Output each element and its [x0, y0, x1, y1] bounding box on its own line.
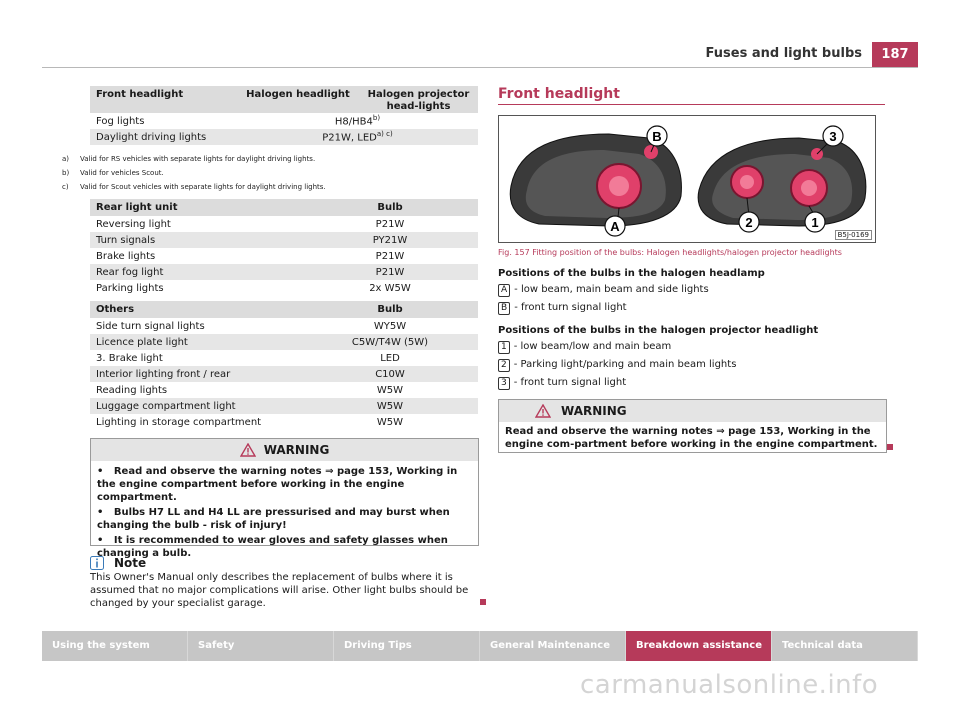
col-header: Rear light unit: [96, 202, 178, 213]
headlight-illustration: [499, 116, 875, 242]
table-row: [90, 129, 478, 145]
cell-label: Rear fog light: [96, 266, 164, 278]
section-end-marker: [887, 444, 893, 450]
cell-label: Daylight driving lights: [96, 131, 207, 143]
col-header: Halogen headlight: [246, 89, 350, 100]
col-header: Bulb: [377, 202, 403, 213]
list-item: 3 - front turn signal light: [498, 377, 626, 390]
svg-text:1: 1: [811, 215, 819, 230]
halogen-heading: Positions of the bulbs in the halogen headlamp: [498, 268, 765, 279]
fig-label-A: [605, 216, 625, 236]
cell-value: 2x W5W: [369, 282, 411, 294]
cell-label: Interior lighting front / rear: [96, 368, 231, 380]
cell-label: Parking lights: [96, 282, 164, 294]
table-row: [90, 334, 478, 350]
footnote: a) Valid for RS vehicles with separate lights for daylight driving lights.: [62, 155, 316, 163]
note-title: Note: [114, 556, 147, 570]
cell-value: W5W: [376, 416, 404, 428]
cell-value: W5W: [376, 400, 404, 412]
others-table: [90, 301, 478, 430]
item-marker: 1: [498, 341, 510, 354]
warning-triangle-icon: [240, 443, 256, 457]
projector-heading: Positions of the bulbs in the halogen projector headlight: [498, 325, 819, 336]
table-row: [90, 248, 478, 264]
warning-triangle-icon: [535, 404, 551, 418]
cell-value: W5W: [376, 384, 404, 396]
item-marker: B: [498, 302, 510, 315]
cell-label: Reading lights: [96, 384, 168, 396]
cell-value: C10W: [375, 368, 405, 380]
warning-header: [499, 400, 886, 422]
warning-item: • Read and observe the warning notes ⇒ page 153, Working in the engine compartment before working in the engine compartment.: [97, 466, 458, 503]
cell-label: Turn signals: [96, 234, 156, 246]
table-row: [90, 398, 478, 414]
footnote: b) Valid for vehicles Scout.: [62, 169, 164, 177]
cell-value: H8/HB4$^{b)}$: [334, 114, 381, 128]
list-item: 1 - low beam/low and main beam: [498, 341, 671, 354]
table-row: [90, 264, 478, 280]
fig-label-2: [739, 212, 759, 232]
cell-value: P21W: [375, 218, 405, 230]
svg-text:A: A: [610, 219, 620, 234]
table-row: [90, 318, 478, 334]
footnote: c) Valid for Scout vehicles with separate lights for daylight driving lights.: [62, 183, 326, 191]
section-rule: [498, 104, 885, 105]
fig-label-1: [805, 212, 825, 232]
list-item: B - front turn signal light: [498, 302, 627, 315]
headlight-figure: [498, 115, 876, 243]
table-row: [90, 350, 478, 366]
list-item: 2 - Parking light/parking and main beam lights: [498, 359, 736, 372]
svg-text:B: B: [652, 129, 662, 144]
table-row: [90, 280, 478, 296]
item-marker: 3: [498, 377, 510, 390]
header-rule: [42, 67, 918, 68]
table-row: [90, 113, 478, 129]
nav-breakdown-assistance[interactable]: Breakdown assistance: [626, 631, 772, 661]
cell-value: LED: [380, 352, 400, 364]
cell-label: Reversing light: [96, 218, 171, 230]
svg-text:2: 2: [745, 215, 753, 230]
warning-item: • Bulbs H7 LL and H4 LL are pressurised and may burst when changing the bulb - risk of injury!: [97, 507, 450, 531]
nav-using-the-system[interactable]: Using the system: [42, 631, 188, 661]
table-row: [90, 366, 478, 382]
section-end-marker: [480, 599, 486, 605]
note-text: This Owner's Manual only describes the replacement of bulbs where it is assumed that no major complications will arise. Other light bulbs should be changed by your specialist garage.: [90, 572, 469, 609]
chapter-nav: [42, 631, 918, 661]
cell-value: PY21W: [372, 234, 408, 246]
svg-text:3: 3: [829, 129, 837, 144]
figure-code: B5J-0169: [835, 230, 872, 240]
col-header: Bulb: [377, 304, 403, 315]
fig-label-3: [823, 126, 843, 146]
table-row: [90, 216, 478, 232]
cell-value: WY5W: [373, 320, 407, 332]
running-header-title: Fuses and light bulbs: [705, 46, 862, 61]
cell-label: Licence plate light: [96, 336, 188, 348]
nav-driving-tips[interactable]: Driving Tips: [334, 631, 480, 661]
section-title: Front headlight: [498, 86, 620, 102]
warning-body: [91, 461, 478, 564]
page-number: 187: [872, 42, 918, 68]
note-header: [90, 556, 146, 570]
nav-technical-data[interactable]: Technical data: [772, 631, 918, 661]
watermark: carmanualsonline.info: [580, 670, 879, 700]
cell-value: P21W, $LED^{a) c)}$: [322, 130, 393, 144]
figure-caption: Fig. 157 Fitting position of the bulbs: Halogen headlights/halogen projector headlights: [498, 248, 842, 257]
warning-box: [90, 438, 479, 559]
cell-label: 3. Brake light: [96, 352, 163, 364]
item-marker: 2: [498, 359, 510, 372]
col-header: Front headlight: [96, 89, 184, 100]
warning-header: [91, 439, 478, 461]
fig-label-B: [647, 126, 667, 146]
front-headlight-table: [90, 86, 478, 145]
warning-box-right: [498, 399, 887, 453]
col-header: Halogen projector head-lights: [367, 89, 470, 112]
cell-value: C5W/T4W (5W): [351, 336, 429, 348]
table-row: [90, 382, 478, 398]
cell-label: Fog lights: [96, 115, 145, 127]
cell-label: Luggage compartment light: [96, 400, 236, 412]
nav-general-maintenance[interactable]: General Maintenance: [480, 631, 626, 661]
item-marker: A: [498, 284, 510, 297]
cell-value: P21W: [375, 250, 405, 262]
cell-value: P21W: [375, 266, 405, 278]
list-item: A - low beam, main beam and side lights: [498, 284, 709, 297]
warning-title: WARNING: [561, 404, 627, 418]
rear-light-table: [90, 199, 478, 296]
cell-label: Lighting in storage compartment: [96, 416, 262, 428]
nav-safety[interactable]: Safety: [188, 631, 334, 661]
table-row: [90, 414, 478, 430]
warning-item: • It is recommended to wear gloves and safety glasses when changing a bulb.: [97, 535, 448, 559]
warning-title: WARNING: [263, 443, 330, 457]
cell-label: Side turn signal lights: [96, 320, 205, 332]
table-row: [90, 232, 478, 248]
col-header: Others: [96, 304, 135, 315]
cell-label: Brake lights: [96, 250, 156, 262]
warning-text: Read and observe the warning notes ⇒ page 153, Working in the engine com-partment before working in the engine compartment.: [505, 426, 878, 450]
info-icon: [90, 556, 104, 570]
